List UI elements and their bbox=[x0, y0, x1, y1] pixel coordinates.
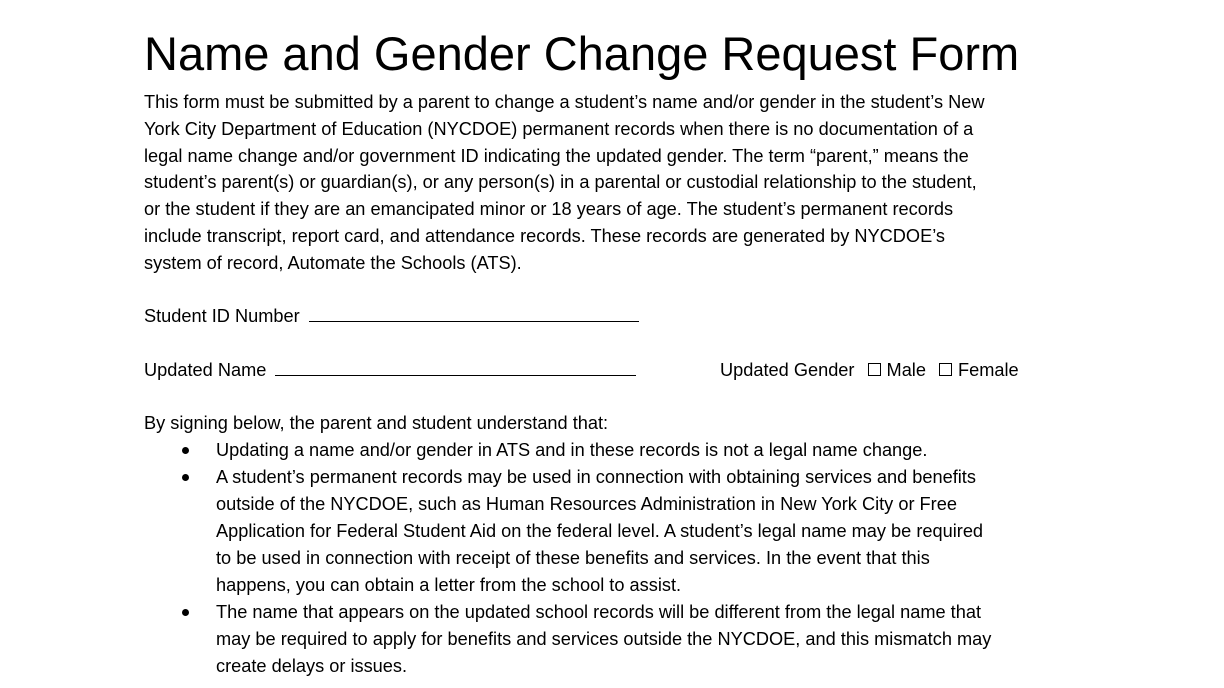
bullet-line: The name that appears on the updated school records will be different from the legal name that bbox=[216, 602, 982, 622]
intro-line: system of record, Automate the Schools (ATS). bbox=[144, 252, 522, 273]
intro-line: or the student if they are an emancipated minor or 18 years of age. The student’s permanent records bbox=[144, 199, 954, 220]
bullet-icon bbox=[182, 474, 189, 481]
bullet-line: Application for Federal Student Aid on the federal level. A student’s legal name may be required bbox=[216, 521, 984, 541]
updated-name-row bbox=[144, 357, 636, 383]
agreement-bullet-list bbox=[144, 437, 1084, 680]
female-checkbox[interactable] bbox=[939, 363, 952, 376]
bullet-line: outside of the NYCDOE, such as Human Resources Administration in New York City or Free bbox=[216, 494, 957, 514]
agreement-lead: By signing below, the parent and student understand that: bbox=[144, 413, 609, 433]
bullet-icon bbox=[182, 609, 189, 616]
intro-line: York City Department of Education (NYCDOE) permanent records when there is no documentation of a bbox=[144, 118, 974, 139]
bullet-icon bbox=[182, 447, 189, 454]
list-item bbox=[144, 599, 1084, 680]
male-checkbox[interactable] bbox=[868, 363, 881, 376]
updated-name-label: Updated Name bbox=[144, 360, 267, 380]
female-option-label: Female bbox=[958, 360, 1019, 380]
student-id-label: Student ID Number bbox=[144, 306, 300, 326]
intro-paragraph bbox=[144, 89, 1084, 277]
intro-line: student’s parent(s) or guardian(s), or any person(s) in a parental or custodial relationship to the student, bbox=[144, 172, 977, 193]
bullet-line: Updating a name and/or gender in ATS and in these records is not a legal name change. bbox=[216, 440, 928, 460]
student-id-row bbox=[144, 303, 639, 329]
bullet-line: create delays or issues. bbox=[216, 656, 408, 676]
student-id-field[interactable] bbox=[309, 303, 639, 322]
bullet-line: happens, you can obtain a letter from the school to assist. bbox=[216, 575, 682, 595]
updated-gender-row bbox=[720, 357, 1019, 383]
bullet-line: to be used in connection with receipt of these benefits and services. In the event that this bbox=[216, 548, 930, 568]
bullet-line: may be required to apply for benefits and services outside the NYCDOE, and this mismatch may bbox=[216, 629, 992, 649]
page-title: Name and Gender Change Request Form bbox=[144, 27, 1020, 80]
intro-line: legal name change and/or government ID indicating the updated gender. The term “parent,” means the bbox=[144, 145, 969, 166]
intro-line: This form must be submitted by a parent to change a student’s name and/or gender in the student’s New bbox=[144, 92, 985, 112]
list-item bbox=[144, 437, 1084, 464]
intro-line: include transcript, report card, and attendance records. These records are generated by NYCDOE’s bbox=[144, 225, 946, 246]
list-item bbox=[144, 464, 1084, 599]
updated-name-field[interactable] bbox=[275, 357, 636, 376]
male-option-label: Male bbox=[886, 360, 926, 380]
updated-gender-label: Updated Gender bbox=[720, 360, 855, 380]
bullet-line: A student’s permanent records may be used in connection with obtaining services and benefits bbox=[216, 467, 976, 487]
